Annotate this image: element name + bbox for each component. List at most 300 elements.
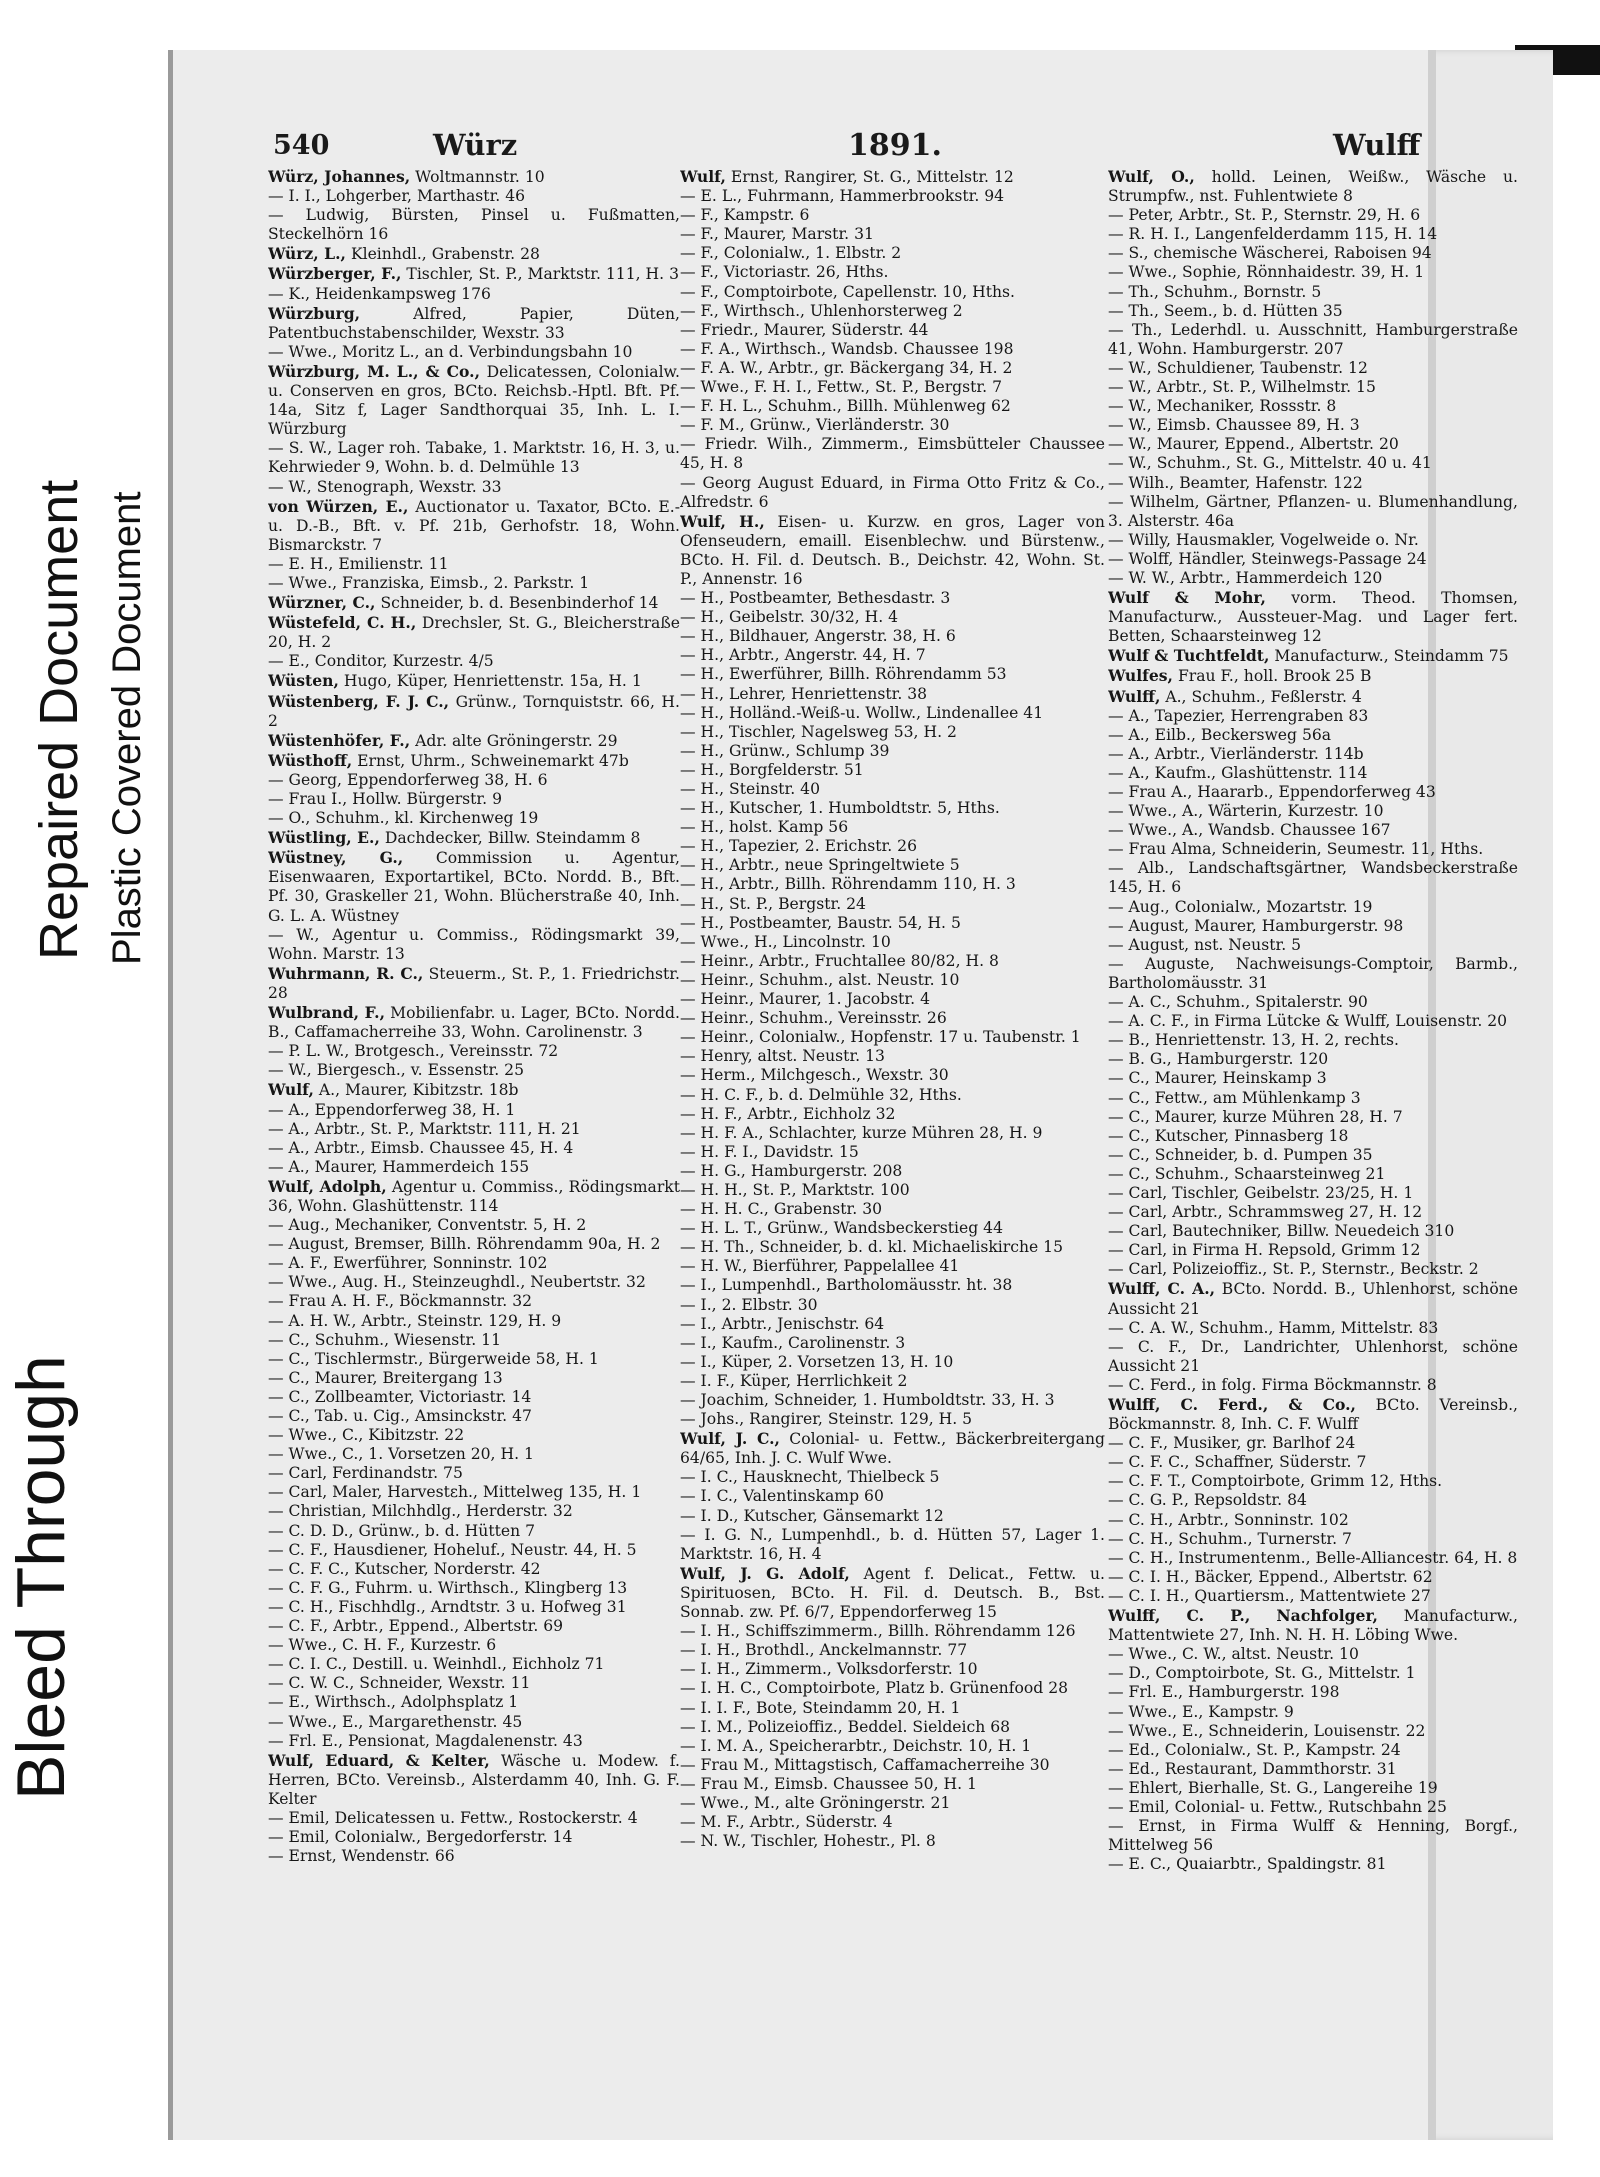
entry-text: — A., Eilb., Beckersweg 56a bbox=[1108, 725, 1332, 744]
directory-entry bbox=[680, 685, 1105, 704]
entry-text: — R. H. I., Langenfelderdamm 115, H. 14 bbox=[1108, 225, 1438, 244]
entry-text: — C. I. H., Quartiersm., Mattentwiete 27 bbox=[1108, 1586, 1431, 1605]
entry-text: Eisen- u. Kurzw. en gros, Lager von Ofenseudern, emaill. Eisenblechw. und Bürstenw., BCto. H. Fil. d. Deutsch. B., Deichstr. 42, Wohn. St. P., Annenstr. 16 bbox=[680, 512, 1105, 588]
directory-entry bbox=[1108, 1146, 1518, 1165]
entry-text: — I. G. N., Lumpenhdl., b. d. Hütten 57, Lager 1. Marktstr. 16, H. 4 bbox=[680, 1525, 1105, 1563]
entry-text: — Wwe., Moritz L., an d. Verbindungsbahn 10 bbox=[268, 342, 633, 361]
entry-text: — N. W., Tischler, Hohestr., Pl. 8 bbox=[680, 1832, 936, 1851]
entry-text: — Th., Lederhdl. u. Ausschnitt, Hamburgerstraße 41, Wohn. Hamburgerstr. 207 bbox=[1108, 320, 1518, 358]
directory-entry bbox=[1108, 435, 1518, 454]
entry-text: — C., Zollbeamter, Victoriastr. 14 bbox=[268, 1387, 532, 1406]
directory-entry bbox=[1108, 783, 1518, 802]
directory-entry bbox=[680, 1257, 1105, 1276]
bleed-through-label: Bleed Through bbox=[3, 1355, 79, 1800]
entry-text: Adr. alte Gröningerstr. 29 bbox=[415, 731, 618, 750]
directory-entry bbox=[1108, 1338, 1518, 1376]
entry-text: — Georg, Eppendorferweg 38, H. 6 bbox=[268, 770, 548, 789]
directory-entry bbox=[1108, 1127, 1518, 1146]
entry-name: Wulf, J. C., bbox=[680, 1429, 780, 1449]
directory-entry bbox=[1108, 302, 1518, 321]
entry-text: — Friedr. Wilh., Zimmerm., Eimsbütteler Chaussee 45, H. 8 bbox=[680, 435, 1105, 473]
entry-text: — C. D. D., Grünw., b. d. Hütten 7 bbox=[268, 1521, 535, 1540]
entry-text: — Carl, Maler, Harvestεh., Mittelweg 135, H. 1 bbox=[268, 1483, 642, 1502]
directory-entry bbox=[1108, 1779, 1518, 1798]
repaired-document-label: Repaired Document bbox=[29, 479, 89, 960]
directory-entry bbox=[1108, 1587, 1518, 1606]
directory-entry bbox=[680, 627, 1105, 646]
directory-entry bbox=[680, 1353, 1105, 1372]
entry-text: — C. H., Arbtr., Sonninstr. 102 bbox=[1108, 1510, 1349, 1529]
entry-text: A., Schuhm., Feßlerstr. 4 bbox=[1165, 687, 1362, 706]
directory-entry bbox=[1108, 726, 1518, 745]
entry-text: — Wwe., A., Wandsb. Chaussee 167 bbox=[1108, 821, 1391, 840]
directory-entry bbox=[1108, 1703, 1518, 1722]
directory-entry bbox=[680, 1813, 1105, 1832]
entry-text: — A. F., Ewerführer, Sonninstr. 102 bbox=[268, 1254, 548, 1273]
entry-text: — F. A. W., Arbtr., gr. Bäckergang 34, H. 2 bbox=[680, 358, 1013, 377]
directory-entry bbox=[268, 1369, 680, 1388]
entry-text: — A., Maurer, Hammerdeich 155 bbox=[268, 1157, 530, 1176]
entry-name: Wüstney, G., bbox=[268, 848, 404, 868]
directory-entry bbox=[268, 964, 680, 1003]
directory-entry bbox=[680, 397, 1105, 416]
column-2 bbox=[680, 167, 1105, 2107]
directory-entry bbox=[1108, 802, 1518, 821]
entry-text: — H., Lehrer, Henriettenstr. 38 bbox=[680, 684, 928, 703]
directory-entry bbox=[680, 263, 1105, 282]
entry-text: Commission u. Agentur, Eisenwaaren, Exportartikel, BCto. Nordd. B., Bft. Pf. 30, Graskeller 21, Wohn. Blücherstraße 40, Inh. G. L. A. Wüstney bbox=[268, 849, 680, 925]
directory-entry bbox=[1108, 687, 1518, 707]
directory-entry bbox=[268, 1522, 680, 1541]
directory-entry bbox=[680, 283, 1105, 302]
directory-entry bbox=[680, 818, 1105, 837]
directory-entry bbox=[680, 1622, 1105, 1641]
entry-text: — Joachim, Schneider, 1. Humboldtstr. 33, H. 3 bbox=[680, 1391, 1055, 1409]
directory-entry bbox=[1108, 1722, 1518, 1741]
entry-text: — August, Bremser, Billh. Röhrendamm 90a, H. 2 bbox=[268, 1235, 661, 1254]
directory-entry bbox=[680, 1468, 1105, 1487]
directory-entry bbox=[1108, 1069, 1518, 1088]
directory-entry bbox=[1108, 1741, 1518, 1760]
entry-name: Würzburg, M. L., & Co., bbox=[268, 361, 481, 381]
directory-entry bbox=[268, 731, 680, 751]
entry-text: — Henry, altst. Neustr. 13 bbox=[680, 1047, 885, 1066]
entry-text: — Wwe., A., Wärterin, Kurzestr. 10 bbox=[1108, 802, 1384, 821]
directory-entry bbox=[268, 497, 680, 555]
directory-entry bbox=[268, 1809, 680, 1828]
entry-name: Wulf, O., bbox=[1108, 167, 1195, 186]
entry-text: — Heinr., Arbtr., Fruchtallee 80/82, H. 8 bbox=[680, 951, 999, 970]
entry-text: — Heinr., Maurer, 1. Jacobstr. 4 bbox=[680, 990, 930, 1009]
directory-entry bbox=[1108, 397, 1518, 416]
entry-text: — Carl, Ferdinandstr. 75 bbox=[268, 1464, 463, 1483]
entry-text: Manufacturw., Mattentwiete 27, Inh. N. H. H. Löbing Wwe. bbox=[1108, 1607, 1518, 1645]
entry-text: — H., Borgfelderstr. 51 bbox=[680, 760, 864, 779]
entry-text: — C., Tischlermstr., Bürgerweide 58, H. 1 bbox=[268, 1349, 599, 1368]
directory-entry bbox=[1108, 1319, 1518, 1338]
entry-text: — S., chemische Wäscherei, Raboisen 94 bbox=[1108, 244, 1432, 263]
directory-entry bbox=[1108, 764, 1518, 783]
entry-text: — I. D., Kutscher, Gänsemarkt 12 bbox=[680, 1506, 944, 1525]
entry-text: — C. H., Instrumentenm., Belle-Alliancestr. 64, H. 8 bbox=[1108, 1548, 1518, 1567]
entry-text: — H., Tapezier, 2. Erichstr. 26 bbox=[680, 837, 918, 856]
directory-entry bbox=[268, 1120, 680, 1139]
entry-text: — Aug., Colonialw., Mozartstr. 19 bbox=[1108, 897, 1373, 916]
entry-name: Wulf, H., bbox=[680, 511, 765, 531]
directory-entry bbox=[1108, 1165, 1518, 1184]
directory-entry bbox=[680, 799, 1105, 818]
directory-entry bbox=[1108, 321, 1518, 359]
directory-entry bbox=[268, 343, 680, 362]
directory-entry bbox=[680, 187, 1105, 206]
entry-text: — A., Eppendorferweg 38, H. 1 bbox=[268, 1100, 516, 1119]
entry-text: — Frau Alma, Schneiderin, Seumestr. 11, Hths. bbox=[1108, 840, 1484, 859]
entry-text: — H., Steinstr. 40 bbox=[680, 780, 820, 798]
entry-text: — C. F., Arbtr., Eppend., Albertstr. 69 bbox=[268, 1617, 564, 1636]
directory-entry bbox=[680, 1238, 1105, 1257]
entry-text: — I. C., Hausknecht, Thielbeck 5 bbox=[680, 1468, 940, 1487]
entry-text: Steuerm., St. P., 1. Friedrichstr. 28 bbox=[268, 964, 680, 1002]
entry-name: Wulf, J. G. Adolf, bbox=[680, 1563, 850, 1583]
directory-entry bbox=[1108, 859, 1518, 897]
entry-name: Wüstenberg, F. J. C., bbox=[268, 691, 450, 711]
directory-entry bbox=[268, 1080, 680, 1100]
directory-entry bbox=[680, 1181, 1105, 1200]
directory-entry bbox=[1108, 1050, 1518, 1069]
entry-text: — H., holst. Kamp 56 bbox=[680, 818, 849, 837]
directory-entry bbox=[1108, 1184, 1518, 1203]
directory-entry bbox=[1108, 1453, 1518, 1472]
entry-text: — I. I., Lohgerber, Marthastr. 46 bbox=[268, 187, 526, 206]
entry-text: — I. H., Brothdl., Anckelmannstr. 77 bbox=[680, 1641, 968, 1660]
entry-text: — I. H., Schiffszimmerm., Billh. Röhrendamm 126 bbox=[680, 1622, 1076, 1641]
entry-text: — E., Wirthsch., Adolphsplatz 1 bbox=[268, 1693, 519, 1712]
entry-text: — H., Kutscher, 1. Humboldtstr. 5, Hths. bbox=[680, 799, 1000, 818]
directory-entry bbox=[268, 1579, 680, 1598]
directory-entry bbox=[268, 1464, 680, 1483]
directory-entry bbox=[680, 1507, 1105, 1526]
directory-entry bbox=[268, 1350, 680, 1369]
directory-entry bbox=[268, 1560, 680, 1579]
entry-text: — C. I. C., Destill. u. Weinhdl., Eichholz 71 bbox=[268, 1655, 605, 1674]
entry-text: — Heinr., Schuhm., Vereinsstr. 26 bbox=[680, 1009, 947, 1028]
entry-text: — Wilhelm, Gärtner, Pflanzen- u. Blumenhandlung, 3. Alsterstr. 46a bbox=[1108, 492, 1518, 530]
entry-text: — A., Arbtr., Vierländerstr. 114b bbox=[1108, 744, 1364, 763]
directory-entry bbox=[1108, 955, 1518, 993]
entry-text: — Frl. E., Pensionat, Magdalenenstr. 43 bbox=[268, 1731, 583, 1750]
directory-entry bbox=[680, 378, 1105, 397]
directory-entry bbox=[268, 1693, 680, 1712]
directory-entry bbox=[680, 589, 1105, 608]
entry-text: — Wwe., Franziska, Eimsb., 2. Parkstr. 1 bbox=[268, 573, 590, 592]
directory-entry bbox=[680, 1315, 1105, 1334]
entry-text: — C. H., Schuhm., Turnerstr. 7 bbox=[1108, 1529, 1352, 1548]
directory-entry bbox=[1108, 569, 1518, 588]
entry-text: — I., 2. Elbstr. 30 bbox=[680, 1295, 818, 1314]
entry-text: — H. L. T., Grünw., Wandsbeckerstieg 44 bbox=[680, 1219, 1004, 1238]
entry-text: — Carl, Arbtr., Schrammsweg 27, H. 12 bbox=[1108, 1203, 1423, 1222]
entry-text: — Wwe., C., 1. Vorsetzen 20, H. 1 bbox=[268, 1445, 534, 1464]
directory-entry bbox=[1108, 263, 1518, 282]
entry-text: — H. H. C., Grabenstr. 30 bbox=[680, 1200, 883, 1219]
directory-entry bbox=[268, 1636, 680, 1655]
entry-text: — Ehlert, Bierhalle, St. G., Langereihe 19 bbox=[1108, 1778, 1438, 1797]
entry-text: A., Maurer, Kibitzstr. 18b bbox=[318, 1081, 519, 1100]
directory-entry bbox=[680, 1699, 1105, 1718]
directory-entry bbox=[268, 1177, 680, 1216]
directory-entry bbox=[680, 244, 1105, 263]
directory-entry bbox=[680, 206, 1105, 225]
directory-entry bbox=[268, 1235, 680, 1254]
entry-name: Wulff, bbox=[1108, 686, 1161, 706]
directory-entry bbox=[1108, 1645, 1518, 1664]
entry-text: — Ed., Restaurant, Dammthorstr. 31 bbox=[1108, 1759, 1397, 1778]
directory-entry bbox=[268, 848, 680, 925]
entry-text: BCto. Vereinsb., Böckmannstr. 8, Inh. C. F. Wulff bbox=[1108, 1396, 1518, 1434]
directory-entry bbox=[1108, 1222, 1518, 1241]
directory-entry bbox=[680, 340, 1105, 359]
entry-text: — Auguste, Nachweisungs-Comptoir, Barmb., Bartholomäusstr. 31 bbox=[1108, 954, 1518, 992]
directory-entry bbox=[1108, 167, 1518, 206]
directory-entry bbox=[268, 1541, 680, 1560]
directory-entry bbox=[1108, 1241, 1518, 1260]
entry-text: Woltmannstr. 10 bbox=[415, 168, 545, 186]
directory-entry bbox=[680, 1410, 1105, 1429]
entry-name: Würz, L., bbox=[268, 244, 346, 264]
directory-entry bbox=[268, 264, 680, 284]
entry-name: Würzner, C., bbox=[268, 593, 376, 613]
entry-text: — A., Tapezier, Herrengraben 83 bbox=[1108, 706, 1369, 725]
entry-text: — August, Maurer, Hamburgerstr. 98 bbox=[1108, 916, 1404, 935]
entry-text: — I. F., Küper, Herrlichkeit 2 bbox=[680, 1371, 908, 1390]
column-1 bbox=[268, 167, 680, 2107]
directory-entry bbox=[268, 1655, 680, 1674]
entry-name: Wulff, C. Ferd., & Co., bbox=[1108, 1395, 1356, 1414]
entry-text: — W., Schuldiener, Taubenstr. 12 bbox=[1108, 358, 1368, 377]
entry-text: Auctionator u. Taxator, BCto. E.-u. D.-B., Bft. v. Pf. 21b, Gerhofstr. 18, Wohn. Bismarckstr. 7 bbox=[268, 497, 680, 554]
directory-entry bbox=[268, 692, 680, 731]
directory-entry bbox=[268, 439, 680, 477]
directory-entry bbox=[1108, 1549, 1518, 1568]
entry-text: — C., Schuhm., Schaarsteinweg 21 bbox=[1108, 1164, 1386, 1183]
entry-text: — C. Ferd., in folg. Firma Böckmannstr. 8 bbox=[1108, 1375, 1437, 1394]
directory-entry bbox=[1108, 936, 1518, 955]
entry-text: — I. C., Valentinskamp 60 bbox=[680, 1487, 884, 1506]
directory-entry bbox=[268, 828, 680, 848]
directory-entry bbox=[1108, 359, 1518, 378]
entry-text: — I. H. C., Comptoirbote, Platz b. Grünenfood 28 bbox=[680, 1679, 1069, 1698]
directory-entry bbox=[680, 1794, 1105, 1813]
entry-text: — F. H. L., Schuhm., Billh. Mühlenweg 62 bbox=[680, 397, 1011, 416]
directory-entry bbox=[680, 435, 1105, 473]
directory-entry bbox=[268, 1598, 680, 1617]
directory-entry bbox=[680, 856, 1105, 875]
entry-text: Dachdecker, Billw. Steindamm 8 bbox=[384, 829, 641, 848]
directory-entry bbox=[1108, 898, 1518, 917]
entry-text: — Wwe., C. H. F., Kurzestr. 6 bbox=[268, 1636, 497, 1655]
entry-text: Frau F., holl. Brook 25 B bbox=[1177, 667, 1372, 686]
directory-entry bbox=[1108, 206, 1518, 225]
directory-entry bbox=[680, 742, 1105, 761]
entry-text: Agent f. Delicat., Fettw. u. Spirituosen, BCto. H. Fil. d. Deutsch. B., Bst. Sonnab. zw. Pf. 6/7, Eppendorferweg 15 bbox=[680, 1564, 1105, 1622]
entry-text: — M. F., Arbtr., Süderstr. 4 bbox=[680, 1813, 893, 1832]
directory-entry bbox=[268, 926, 680, 964]
directory-entry bbox=[680, 1105, 1105, 1124]
directory-entry bbox=[680, 359, 1105, 378]
directory-entry bbox=[268, 1254, 680, 1273]
directory-entry bbox=[680, 990, 1105, 1009]
entry-text: Ernst, Rangirer, St. G., Mittelstr. 12 bbox=[730, 168, 1014, 186]
entry-text: — H. F., Arbtr., Eichholz 32 bbox=[680, 1104, 896, 1123]
directory-entry bbox=[1108, 1606, 1518, 1645]
entry-text: — A., Arbtr., St. P., Marktstr. 111, H. 21 bbox=[268, 1119, 581, 1138]
directory-entry bbox=[1108, 1855, 1518, 1874]
entry-text: — H. F. I., Davidstr. 15 bbox=[680, 1142, 859, 1161]
entry-text: — F., Wirthsch., Uhlenhorsterweg 2 bbox=[680, 301, 963, 320]
entry-name: Wulff, C. P., Nachfolger, bbox=[1108, 1606, 1378, 1626]
entry-text: — Georg August Eduard, in Firma Otto Fritz & Co., Alfredstr. 6 bbox=[680, 473, 1105, 511]
directory-entry bbox=[680, 1660, 1105, 1679]
entry-text: — Wwe., C., Kibitzstr. 22 bbox=[268, 1426, 465, 1445]
entry-text: — Wwe., H., Lincolnstr. 10 bbox=[680, 932, 891, 951]
directory-entry bbox=[268, 1407, 680, 1426]
entry-text: — Friedr., Maurer, Süderstr. 44 bbox=[680, 320, 929, 339]
directory-entry bbox=[1108, 378, 1518, 397]
directory-year: 1891. bbox=[848, 128, 942, 163]
entry-name: Wuhrmann, R. C., bbox=[268, 963, 424, 983]
directory-entry bbox=[680, 646, 1105, 665]
directory-entry bbox=[268, 593, 680, 613]
directory-entry bbox=[680, 1047, 1105, 1066]
entry-text: — E. H., Emilienstr. 11 bbox=[268, 554, 449, 573]
right-catchword: Wulff bbox=[1333, 128, 1421, 162]
directory-entry bbox=[680, 761, 1105, 780]
entry-text: — E. C., Quaiarbtr., Spaldingstr. 81 bbox=[1108, 1855, 1387, 1874]
entry-text: — Frau M., Eimsb. Chaussee 50, H. 1 bbox=[680, 1774, 977, 1793]
directory-entry bbox=[680, 1679, 1105, 1698]
page-header bbox=[273, 122, 1468, 172]
directory-entry bbox=[268, 574, 680, 593]
directory-entry bbox=[680, 1737, 1105, 1756]
entry-text: — Carl, Polizeioffiz., St. P., Sternstr., Beckstr. 2 bbox=[1108, 1260, 1479, 1279]
scan-annotation-stamp bbox=[0, 300, 170, 2100]
directory-entry bbox=[680, 1296, 1105, 1315]
entry-text: — C., Kutscher, Pinnasberg 18 bbox=[1108, 1126, 1349, 1145]
entry-text: Mobilienfabr. u. Lager, BCto. Nordd. B., Caffamacherreihe 33, Wohn. Carolinenstr. 3 bbox=[268, 1004, 680, 1042]
entry-text: — C. H., Fischhdlg., Arndtstr. 3 u. Hofweg 31 bbox=[268, 1597, 627, 1616]
entry-text: BCto. Nordd. B., Uhlenhorst, schöne Aussicht 21 bbox=[1108, 1280, 1518, 1318]
entry-text: — Ernst, Wendenstr. 66 bbox=[268, 1847, 455, 1866]
entry-text: — Wwe., M., alte Gröningerstr. 21 bbox=[680, 1793, 951, 1812]
directory-entry bbox=[680, 665, 1105, 684]
directory-entry bbox=[268, 1003, 680, 1042]
entry-text: — W., Agentur u. Commiss., Rödingsmarkt 39, Wohn. Marstr. 13 bbox=[268, 925, 680, 963]
entry-text: — H. F. A., Schlachter, kurze Mühren 28, H. 9 bbox=[680, 1123, 1043, 1142]
entry-text: — Johs., Rangirer, Steinstr. 129, H. 5 bbox=[680, 1410, 973, 1429]
column-3 bbox=[1108, 167, 1518, 2107]
directory-entry bbox=[680, 1219, 1105, 1238]
entry-name: Wüsten, bbox=[268, 671, 339, 691]
entry-name: Wulbrand, F., bbox=[268, 1003, 385, 1023]
entry-text: — Wwe., Sophie, Rönnhaidestr. 39, H. 1 bbox=[1108, 263, 1425, 282]
entry-text: — B. G., Hamburgerstr. 120 bbox=[1108, 1050, 1329, 1069]
directory-entry bbox=[680, 1009, 1105, 1028]
entry-text: — Th., Seem., b. d. Hütten 35 bbox=[1108, 301, 1343, 320]
directory-entry bbox=[1108, 1031, 1518, 1050]
directory-entry bbox=[1108, 1260, 1518, 1279]
entry-name: Wüstling, E., bbox=[268, 828, 380, 848]
entry-text: vorm. Theod. Thomsen, Manufacturw., Aussteuer-Mag. und Lager fert. Betten, Schaarsteinweg 12 bbox=[1108, 589, 1518, 646]
directory-entry bbox=[268, 1101, 680, 1120]
entry-text: — E. L., Fuhrmann, Hammerbrookstr. 94 bbox=[680, 187, 1005, 206]
directory-entry bbox=[680, 1832, 1105, 1851]
entry-text: — Christian, Milchhdlg., Herderstr. 32 bbox=[268, 1502, 573, 1521]
entry-text: — H., Bildhauer, Angerstr. 38, H. 6 bbox=[680, 627, 956, 646]
directory-entry bbox=[1108, 840, 1518, 859]
entry-text: — C. W. C., Schneider, Wexstr. 11 bbox=[268, 1674, 531, 1693]
entry-text: — C. F. C., Kutscher, Norderstr. 42 bbox=[268, 1559, 541, 1578]
directory-entry bbox=[268, 285, 680, 304]
entry-text: — W., Biergesch., v. Essenstr. 25 bbox=[268, 1061, 525, 1080]
directory-entry bbox=[268, 790, 680, 809]
directory-entry bbox=[268, 671, 680, 691]
entry-text: — I., Arbtr., Jenischstr. 64 bbox=[680, 1314, 885, 1333]
entry-text: — H., Geibelstr. 30/32, H. 4 bbox=[680, 608, 899, 627]
directory-entry bbox=[268, 1426, 680, 1445]
directory-entry bbox=[268, 362, 680, 439]
entry-text: — Wilh., Beamter, Hafenstr. 122 bbox=[1108, 473, 1363, 492]
directory-entry bbox=[268, 1216, 680, 1235]
entry-text: — S. W., Lager roh. Tabake, 1. Marktstr. 16, H. 3, u. Kehrwieder 9, Wohn. b. d. Delmühle 13 bbox=[268, 439, 680, 477]
plastic-covered-label: Plastic Covered Document bbox=[105, 491, 149, 965]
entry-text: — I. H., Zimmerm., Volksdorferstr. 10 bbox=[680, 1660, 978, 1679]
entry-text: — Herm., Milchgesch., Wexstr. 30 bbox=[680, 1066, 949, 1085]
entry-name: Wüsthoff, bbox=[268, 750, 353, 770]
directory-entry bbox=[268, 1732, 680, 1751]
entry-text: — Emil, Delicatessen u. Fettw., Rostockerstr. 4 bbox=[268, 1808, 638, 1827]
entry-text: Wäsche u. Modew. f. Herren, BCto. Vereinsb., Alsterdamm 40, Inh. G. F. Kelter bbox=[268, 1751, 680, 1808]
entry-text: Manufacturw., Steindamm 75 bbox=[1274, 647, 1509, 666]
entry-name: Wulf & Mohr, bbox=[1108, 588, 1266, 608]
directory-entry bbox=[680, 1564, 1105, 1622]
entry-text: — A., Kaufm., Glashüttenstr. 114 bbox=[1108, 763, 1368, 782]
directory-entry bbox=[268, 555, 680, 574]
entry-text: — Emil, Colonialw., Bergedorferstr. 14 bbox=[268, 1828, 573, 1847]
entry-text: — Emil, Colonial- u. Fettw., Rutschbahn 25 bbox=[1108, 1797, 1447, 1816]
directory-entry bbox=[1108, 821, 1518, 840]
directory-entry bbox=[680, 1200, 1105, 1219]
directory-entry bbox=[1108, 1664, 1518, 1683]
entry-text: — H. Th., Schneider, b. d. kl. Michaeliskirche 15 bbox=[680, 1238, 1064, 1257]
directory-entry bbox=[1108, 1760, 1518, 1779]
directory-entry bbox=[680, 474, 1105, 512]
directory-entry bbox=[268, 167, 680, 187]
directory-entry bbox=[268, 478, 680, 497]
directory-entry bbox=[1108, 707, 1518, 726]
entry-text: — Wwe., E., Margarethenstr. 45 bbox=[268, 1712, 523, 1731]
entry-text: — Ed., Colonialw., St. P., Kampstr. 24 bbox=[1108, 1740, 1401, 1759]
entry-text: — C. I. H., Bäcker, Eppend., Albertstr. 62 bbox=[1108, 1567, 1433, 1586]
entry-text: — I., Kaufm., Carolinenstr. 3 bbox=[680, 1333, 906, 1352]
directory-entry bbox=[1108, 917, 1518, 936]
entry-text: Tischler, St. P., Marktstr. 111, H. 3 bbox=[406, 265, 679, 284]
entry-text: — H., Tischler, Nagelsweg 53, H. 2 bbox=[680, 722, 957, 741]
directory-entry bbox=[680, 837, 1105, 856]
directory-entry bbox=[1108, 1472, 1518, 1491]
directory-entry bbox=[1108, 1683, 1518, 1702]
directory-entry bbox=[1108, 745, 1518, 764]
directory-entry bbox=[680, 167, 1105, 187]
